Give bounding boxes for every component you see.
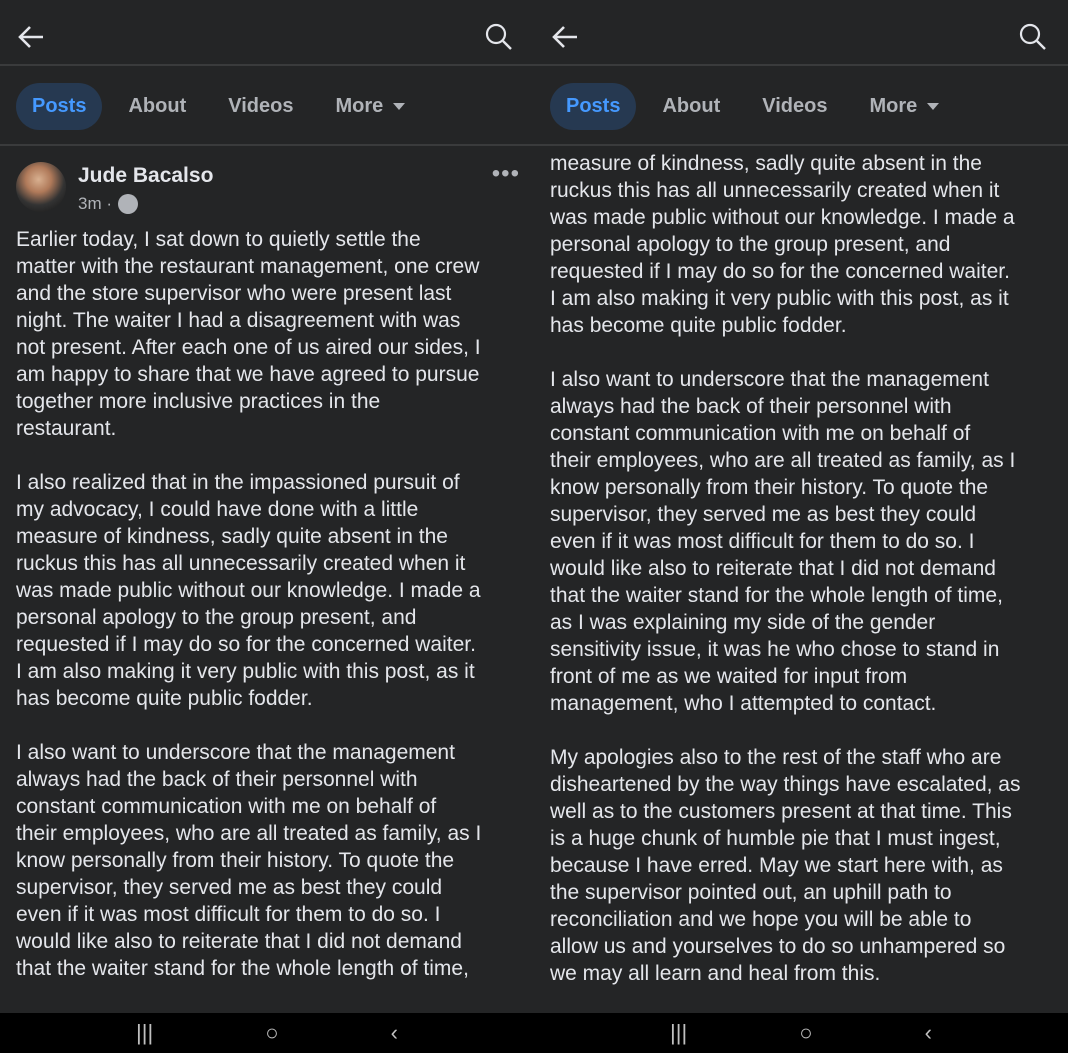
text-line: was made public without our knowledge. I made a	[550, 206, 1015, 229]
post-time: 3m ·	[78, 194, 112, 213]
text-line: am happy to share that we have agreed to pursue	[16, 363, 480, 386]
text-line: management, who I attempted to contact.	[550, 692, 937, 715]
text-line: measure of kindness, sadly quite absent in the	[550, 152, 982, 175]
tab-posts[interactable]: Posts	[550, 83, 636, 130]
text-line: as I was explaining my side of the gender	[550, 611, 936, 634]
tab-more-label: More	[869, 94, 918, 117]
tab-posts[interactable]: Posts	[16, 83, 102, 130]
text-line: we may all learn and heal from this.	[550, 962, 881, 985]
text-line: always had the back of their personnel with	[16, 768, 418, 791]
back-arrow-icon[interactable]	[16, 22, 46, 52]
text-line: was made public without our knowledge. I made a	[16, 579, 481, 602]
text-line: would like also to reiterate that I did not demand	[550, 557, 996, 580]
text-line: the supervisor pointed out, an uphill path to	[550, 881, 952, 904]
avatar[interactable]	[16, 162, 66, 212]
text-line: night. The waiter I had a disagreement with was	[16, 309, 461, 332]
text-line: and the store supervisor who were present last	[16, 282, 452, 305]
text-line: I also want to underscore that the management	[550, 368, 989, 391]
text-line: reconciliation and we hope you will be able to	[550, 908, 972, 931]
text-line: personal apology to the group present, and	[550, 233, 951, 256]
text-line: allow us and yourselves to do so unhampered so	[550, 935, 1006, 958]
text-line: always had the back of their personnel with	[550, 395, 952, 418]
text-line: I am also making it very public with this post, as it	[550, 287, 1009, 310]
recents-icon[interactable]: |||	[670, 1020, 688, 1045]
text-line: is a huge chunk of humble pie that I must ingest,	[550, 827, 1001, 850]
text-line: I also want to underscore that the management	[16, 741, 455, 764]
post-header	[16, 162, 213, 214]
text-line: know personally from their history. To quote the	[550, 476, 989, 499]
caret-down-icon	[393, 103, 405, 110]
text-line: constant communication with me on behalf of	[16, 795, 437, 818]
text-line: My apologies also to the rest of the staff who are	[550, 746, 1002, 769]
text-line: requested if I may do so for the concerned waiter.	[16, 633, 476, 656]
author-name[interactable]: Jude Bacalso	[78, 164, 214, 187]
paragraph-gap	[550, 717, 1068, 744]
text-line: matter with the restaurant management, one crew	[16, 255, 480, 278]
text-line: requested if I may do so for the concerned waiter.	[550, 260, 1010, 283]
android-nav-bar	[0, 1013, 534, 1053]
tab-about[interactable]: About	[662, 94, 721, 117]
home-icon[interactable]: ○	[265, 1020, 279, 1045]
text-line: measure of kindness, sadly quite absent in the	[16, 525, 448, 548]
back-nav-icon[interactable]: ‹	[924, 1020, 932, 1045]
text-line: supervisor, they served me as best they could	[16, 876, 443, 899]
tab-videos[interactable]: Videos	[228, 94, 294, 117]
home-icon[interactable]: ○	[799, 1020, 813, 1045]
text-line: supervisor, they served me as best they could	[550, 503, 977, 526]
text-line: my advocacy, I could have done with a little	[16, 498, 419, 521]
globe-icon	[118, 194, 138, 214]
text-line: constant communication with me on behalf of	[550, 422, 971, 445]
text-line: that the waiter stand for the whole length of time,	[550, 584, 1003, 607]
text-line: I also realized that in the impassioned pursuit of	[16, 471, 460, 494]
paragraph-gap	[16, 712, 534, 739]
android-nav-bar	[534, 1013, 1068, 1053]
text-line: Earlier today, I sat down to quietly settle the	[16, 228, 421, 251]
text-line: sensitivity issue, it was he who chose to stand in	[550, 638, 1000, 661]
text-line: personal apology to the group present, and	[16, 606, 417, 629]
text-line: has become quite public fodder.	[550, 314, 847, 337]
text-line: disheartened by the way things have escalated, as	[550, 773, 1021, 796]
text-line: together more inclusive practices in the	[16, 390, 381, 413]
text-line: their employees, who are all treated as family, as I	[16, 822, 482, 845]
text-line: know personally from their history. To quote the	[16, 849, 455, 872]
text-line: that the waiter stand for the whole length of time,	[16, 957, 469, 980]
text-line: I am also making it very public with this post, as it	[16, 660, 475, 683]
text-line: ruckus this has all unnecessarily created when it	[550, 179, 1000, 202]
recents-icon[interactable]: |||	[136, 1020, 154, 1045]
paragraph-gap	[550, 339, 1068, 366]
text-line: front of me as we waited for input from	[550, 665, 908, 688]
tab-more[interactable]	[335, 95, 405, 118]
profile-tabs	[0, 68, 534, 146]
tab-about[interactable]: About	[128, 94, 187, 117]
profile-tabs	[534, 68, 1068, 146]
text-line: restaurant.	[16, 417, 117, 440]
right-screenshot	[534, 0, 1068, 1053]
post-text	[16, 226, 534, 982]
more-options-icon[interactable]: •••	[491, 160, 520, 187]
paragraph-gap	[16, 442, 534, 469]
text-line: well as to the customers present at that time. This	[550, 800, 1012, 823]
post-text	[550, 150, 1068, 987]
tab-more[interactable]	[869, 95, 939, 118]
tab-more-label: More	[335, 94, 384, 117]
text-line: ruckus this has all unnecessarily created when it	[16, 552, 466, 575]
tab-videos[interactable]: Videos	[762, 94, 828, 117]
back-arrow-icon[interactable]	[550, 22, 580, 52]
top-bar	[0, 10, 534, 66]
text-line: has become quite public fodder.	[16, 687, 313, 710]
search-icon[interactable]	[484, 22, 514, 52]
text-line: even if it was most difficult for them to do so. I	[16, 903, 441, 926]
text-line: would like also to reiterate that I did not demand	[16, 930, 462, 953]
text-line: not present. After each one of us aired our sides, I	[16, 336, 481, 359]
text-line: even if it was most difficult for them to do so. I	[550, 530, 975, 553]
text-line: their employees, who are all treated as family, as I	[550, 449, 1016, 472]
text-line: because I have erred. May we start here with, as	[550, 854, 1003, 877]
caret-down-icon	[927, 103, 939, 110]
search-icon[interactable]	[1018, 22, 1048, 52]
back-nav-icon[interactable]: ‹	[390, 1020, 398, 1045]
top-bar	[534, 10, 1068, 66]
